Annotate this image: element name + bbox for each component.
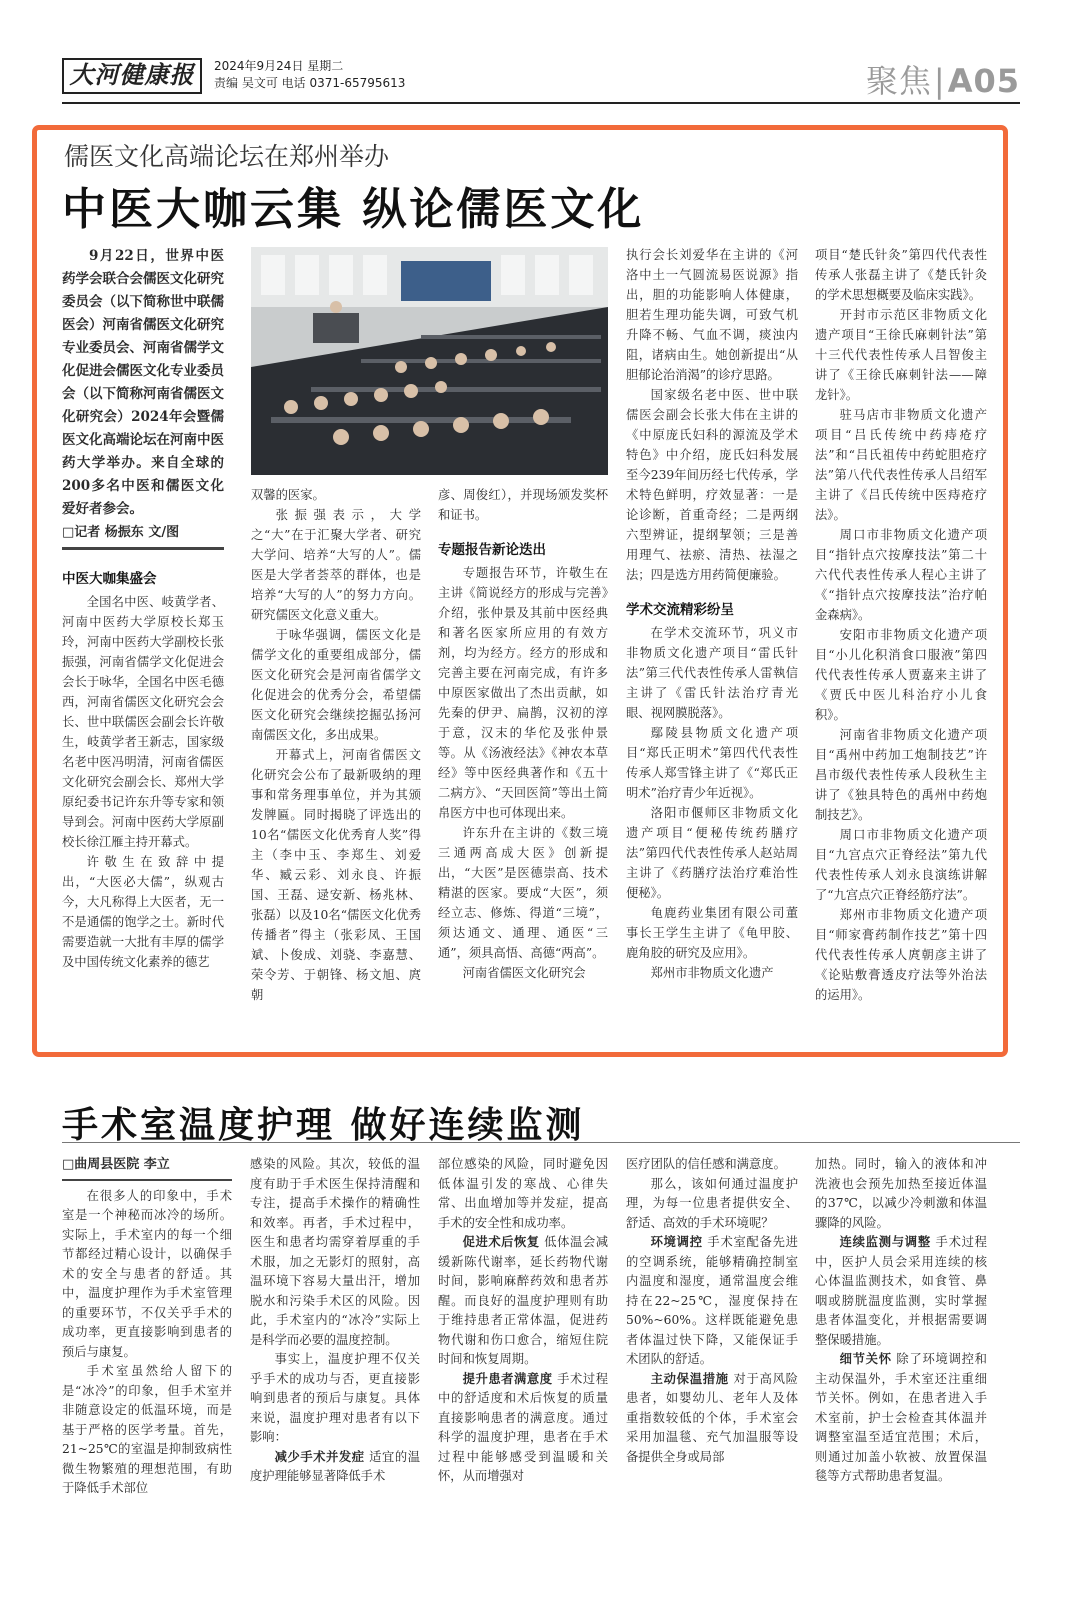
paragraph: 环境调控 手术室配备先进的空调系统，能够精确控制室内温度和湿度，通常温度会维持在22~25℃，湿度保持在50%~60%。这样既能避免患者体温过快下降，又能保证手术团队的舒适。 (626, 1235, 798, 1366)
paragraph: 于咏华强调，儒医文化是儒学文化的重要组成部分，儒医文化研究会是河南省儒学文化促进会的优秀分会，希望儒医文化研究会继续挖掘弘扬河南儒医文化，多出成果。 (251, 628, 421, 742)
inline-heading: 减少手术并发症 (274, 1449, 365, 1464)
paragraph: 促进术后恢复 低体温会减缓新陈代谢率，延长药物代谢时间，影响麻醉药效和患者苏醒。而良好的温度护理则有助于维持患者正常体温，促进药物代谢和伤口愈合，缩短住院时间和恢复周期。 (438, 1235, 608, 1366)
inline-heading: 提升患者满意度 (462, 1371, 553, 1386)
paragraph: 双馨的医家。 (251, 488, 325, 502)
paragraph: 感染的风险。其次，较低的温度有助于手术医生保持清醒和专注，提高手术操作的精确性和效率。再者，手术过程中，医生和患者均需穿着厚重的手术服，加之无影灯的照射，高温环境下容易大量出汗，增加脱水和污染手术区的风险。因此，手术室内的“冰冷”实际上是科学而必要的温度控制。 (250, 1157, 420, 1347)
newspaper-logo: 大河健康报 (62, 58, 202, 94)
paragraph: 减少手术并发症 适宜的温度护理能够显著降低手术 (250, 1449, 420, 1483)
divider (62, 1142, 1020, 1143)
paragraph: 龟鹿药业集团有限公司董事长王学生主讲了《龟甲胶、鹿角胶的研究及应用》。 (626, 906, 798, 960)
page-number: A05 (947, 62, 1020, 100)
paragraph: 安阳市非物质文化遗产项目“小儿化积消食口服液”第四代代表性传承人贾嘉来主讲了《贾氏中医儿科治疗小儿食积》。 (815, 628, 987, 722)
article1-lead: 9月22日，世界中医药学会联合会儒医文化研究委员会（以下简称世中联儒医会）河南省儒医文化研究专业委员会、河南省儒学文化促进会儒医文化专业委员会（以下简称河南省儒医文化研究会）2024年会暨儒医文化高端论坛在河南中医药大学举办。来自全球的200多名中医和儒医文化爱好者参会。 (62, 248, 224, 517)
article2-column-5 (815, 1155, 987, 1515)
section-label: 聚焦|A05 (865, 62, 1020, 100)
paragraph: 专题报告环节，许敬生在主讲《简说经方的形成与完善》介绍，张仲景及其前中医经典和著名医家所应用的有效方剂，均为经方。经方的形成和完善主要在河南完成，有许多中原医家做出了杰出贡献，如先秦的伊尹、扁鹊，汉初的淳于意，汉末的华佗及张仲景等。从《汤液经法》《神农本草经》等中医经典著作和《五十二病方》、“天回医简”等出土简帛医方中也可体现出来。 (438, 566, 608, 820)
paragraph: 洛阳市偃师区非物质文化遗产项目“便秘传统药膳疗法”第四代代表性传承人赵站周主讲了《药膳疗法治疗难治性便秘》。 (626, 806, 798, 900)
paragraph: 彦、周俊红），并现场颁发奖杯和证书。 (438, 488, 608, 522)
article2-column-3 (438, 1155, 608, 1515)
paragraph: 开封市示范区非物质文化遗产项目“王徐氏麻刺针法”第十三代代表性传承人吕智俊主讲了《王徐氏麻刺针法——障龙针》。 (815, 308, 987, 402)
paragraph: 许东升在主讲的《数三境三通两高成大医》创新提出，“大医”是医德崇高、技术精湛的医家。要成“大医”，须经立志、修炼、得道“三境”，须达通文、通理、通医“三通”，须具高悟、高德“两高”。 (438, 826, 608, 960)
paragraph: 在学术交流环节，巩义市非物质文化遗产项目“雷氏针法”第三代代表性传承人雷執信主讲了《雷氏针法治疗青光眼、视网膜脱落》。 (626, 626, 798, 720)
paragraph: 河南省非物质文化遗产项目“禹州中药加工炮制技艺”许昌市级代表性传承人段秋生主讲了《独具特色的禹州中药炮制技艺》。 (815, 728, 987, 822)
paragraph: 郑州市非物质文化遗产 (650, 966, 774, 980)
paragraph: 执行会长刘爱华在主讲的《河洛中土一气圆流易医说源》指出，胆的功能影响人体健康，胆若生理功能失调，可致气机升降不畅、气血不调，痰浊内阻，诸病由生。她创新提出“从胆郁论治消渴”的诊疗思路。 (626, 248, 798, 382)
inline-heading: 环境调控 (650, 1235, 703, 1249)
paragraph: 主动保温措施 对于高风险患者，如婴幼儿、老年人及体重指数较低的个体，手术室会采用加温毯、充气加温服等设备提供全身或局部 (626, 1371, 798, 1464)
masthead (62, 56, 1020, 104)
article1-kicker: 儒医文化高端论坛在郑州举办 (64, 142, 390, 171)
conference-hall-photo (251, 247, 608, 475)
inline-heading: 细节关怀 (839, 1352, 892, 1366)
article1-column-2 (251, 485, 421, 1045)
paragraph: 全国名中医、岐黄学者、河南中医药大学原校长郑玉玲，河南中医药大学副校长张振强，河南省儒学文化促进会会长于咏华，全国名中医毛德西，河南省儒医文化研究会会长、世中联儒医会副会长许敬生，岐黄学者王新志，国家级名老中医冯明清，河南省儒医文化研究会副会长、郑州大学原纪委书记许东升等专家和领导到会。河南中医药大学原副校长徐江雁主持开幕式。 (62, 595, 224, 849)
editor-info: 责编 吴文可 电话 0371-65795613 (214, 76, 406, 90)
article1-headline: 中医大咖云集 纵论儒医文化 (62, 184, 645, 235)
article1-column-1 (62, 245, 224, 1045)
paragraph: 开幕式上，河南省儒医文化研究会公布了最新吸纳的理事和常务理事单位，并为其颁发牌匾。同时揭晓了评选出的10名“儒医文化优秀育人奖”得主（李中玉、李郑生、刘爱华、臧云彩、刘永良、许振国、王磊、逯安新、杨兆林、张磊）以及10名“儒医文化优秀传播者”得主（张彩凤、王国斌、卜俊成、刘骁、李嘉慧、荣令芳、于朝锋、杨文旭、庹朝 (251, 748, 421, 1002)
paragraph: 鄢陵县物质文化遗产项目“郑氏正明术”第四代代表性传承人郑雪锋主讲了《“郑氏正明术”治疗青少年近视》。 (626, 726, 798, 800)
article1-column-5 (815, 245, 987, 1045)
paragraph: 医疗团队的信任感和满意度。 (626, 1157, 786, 1171)
article1-byline: □记者 杨振东 文/图 (62, 523, 224, 550)
paragraph: 张振强表示，大学之“大”在于汇聚大学者、研究大学问、培养“大写的人”。儒医是大学者荟萃的群体，也是培养“大写的人”的努力方向。研究儒医文化意义重大。 (251, 508, 421, 622)
inline-heading: 主动保温措施 (650, 1371, 729, 1386)
inline-heading: 连续监测与调整 (839, 1235, 931, 1249)
paragraph: 部位感染的风险，同时避免因低体温引发的寒战、心律失常、出血增加等并发症，提高手术的安全性和成功率。 (438, 1157, 608, 1230)
paragraph: 驻马店市非物质文化遗产项目“吕氏传统中药痔疮疗法”和“吕氏祖传中药蛇胆疮疗法”第八代代表性传承人吕绍军主讲了《吕氏传统中医痔疮疗法》。 (815, 408, 987, 522)
article2-column-1 (62, 1155, 232, 1515)
paragraph: 河南省儒医文化研究会 (462, 966, 586, 980)
paragraph: 许敬生在致辞中提出，“大医必大儒”，纵观古今，大凡称得上大医者，无一不是通儒的饱学之士。新时代需要造就一大批有丰厚的儒学及中国传统文化素养的德艺 (62, 855, 224, 969)
paragraph: 手术室虽然给人留下的是“冰冷”的印象，但手术室并非随意设定的低温环境，而是基于严格的医学考量。首先，21~25℃的室温是抑制致病性微生物繁殖的理想范围，有助于降低手术部位 (62, 1364, 232, 1495)
article1-column-3 (438, 485, 608, 1045)
paragraph: 事实上，温度护理不仅关乎手术的成功与否，更直接影响到患者的预后与康复。具体来说，温度护理对患者有以下影响： (250, 1352, 420, 1444)
article2-column-2 (250, 1155, 420, 1515)
paragraph: 周口市非物质文化遗产项目“九宫点穴正脊经法”第九代代表性传承人刘永良演练讲解了“九宫点穴正脊经筋疗法”。 (815, 828, 987, 902)
paragraph: 连续监测与调整 手术过程中，医护人员会采用连续的核心体温监测技术，如食管、鼻咽或膀胱温度监测，实时掌握患者体温变化，并根据需要调整保暖措施。 (815, 1235, 987, 1347)
inline-heading: 促进术后恢复 (462, 1235, 540, 1249)
article1-column-4 (626, 245, 798, 1045)
article2-author: □曲周县医院 李立 (62, 1155, 232, 1181)
paragraph: 国家级名老中医、世中联儒医会副会长张大伟在主讲的《中原庞氏妇科的源流及学术特色》中介绍，庞氏妇科发展至今239年间历经七代传承，学术特色鲜明，疗效显著：一是论诊断，首重奇经；二是两纲六型辨证，提纲挈领；三是善用理气、祛瘀、清热、祛湿之法；四是选方用药简便廉验。 (626, 388, 798, 582)
section-name: 聚焦 (865, 62, 932, 100)
subhead-1: 中医大咖集盛会 (62, 571, 157, 587)
dateline (214, 58, 405, 92)
subhead-3: 学术交流精彩纷呈 (626, 602, 734, 618)
paragraph: 提升患者满意度 手术过程中的舒适度和术后恢复的质量直接影响患者的满意度。通过科学的温度护理，患者在手术过程中能够感受到温暖和关怀，从而增强对 (438, 1371, 608, 1483)
paragraph: 细节关怀 除了环境调控和主动保温外，手术室还注重细节关怀。例如，在患者进入手术室前，护士会检查其体温并调整室温至适宜范围；术后，则通过加盖小软被、放置保温毯等方式帮助患者复温。 (815, 1352, 987, 1483)
paragraph: 项目“楚氏针灸”第四代代表性传承人张磊主讲了《楚氏针灸的学术思想概要及临床实践》。 (815, 248, 987, 302)
paragraph: 周口市非物质文化遗产项目“指针点穴按摩技法”第二十六代代表性传承人程心主讲了《“指针点穴按摩技法”治疗帕金森病》。 (815, 528, 987, 622)
paragraph: 那么，该如何通过温度护理，为每一位患者提供安全、舒适、高效的手术环境呢？ (626, 1176, 798, 1230)
paragraph: 加热。同时，输入的液体和冲洗液也会预先加热至接近体温的37℃，以减少冷刺激和体温骤降的风险。 (815, 1157, 987, 1230)
paragraph: 郑州市非物质文化遗产项目“师家膏药制作技艺”第十四代代表性传承人庹朝彦主讲了《论贴敷膏透皮疗法等外治法的运用》。 (815, 908, 987, 1002)
article2-headline: 手术室温度护理 做好连续监测 (62, 1105, 585, 1146)
paragraph: 在很多人的印象中，手术室是一个神秘而冰冷的场所。实际上，手术室内的每一个细节都经过精心设计，以确保手术的安全与患者的舒适。其中，温度护理作为手术室管理的重要环节，不仅关乎手术的成功率，更直接影响到患者的预后与康复。 (62, 1188, 232, 1359)
issue-date: 2024年9月24日 星期二 (214, 59, 344, 73)
subhead-2: 专题报告新论迭出 (438, 542, 546, 558)
article2-column-4 (626, 1155, 798, 1515)
